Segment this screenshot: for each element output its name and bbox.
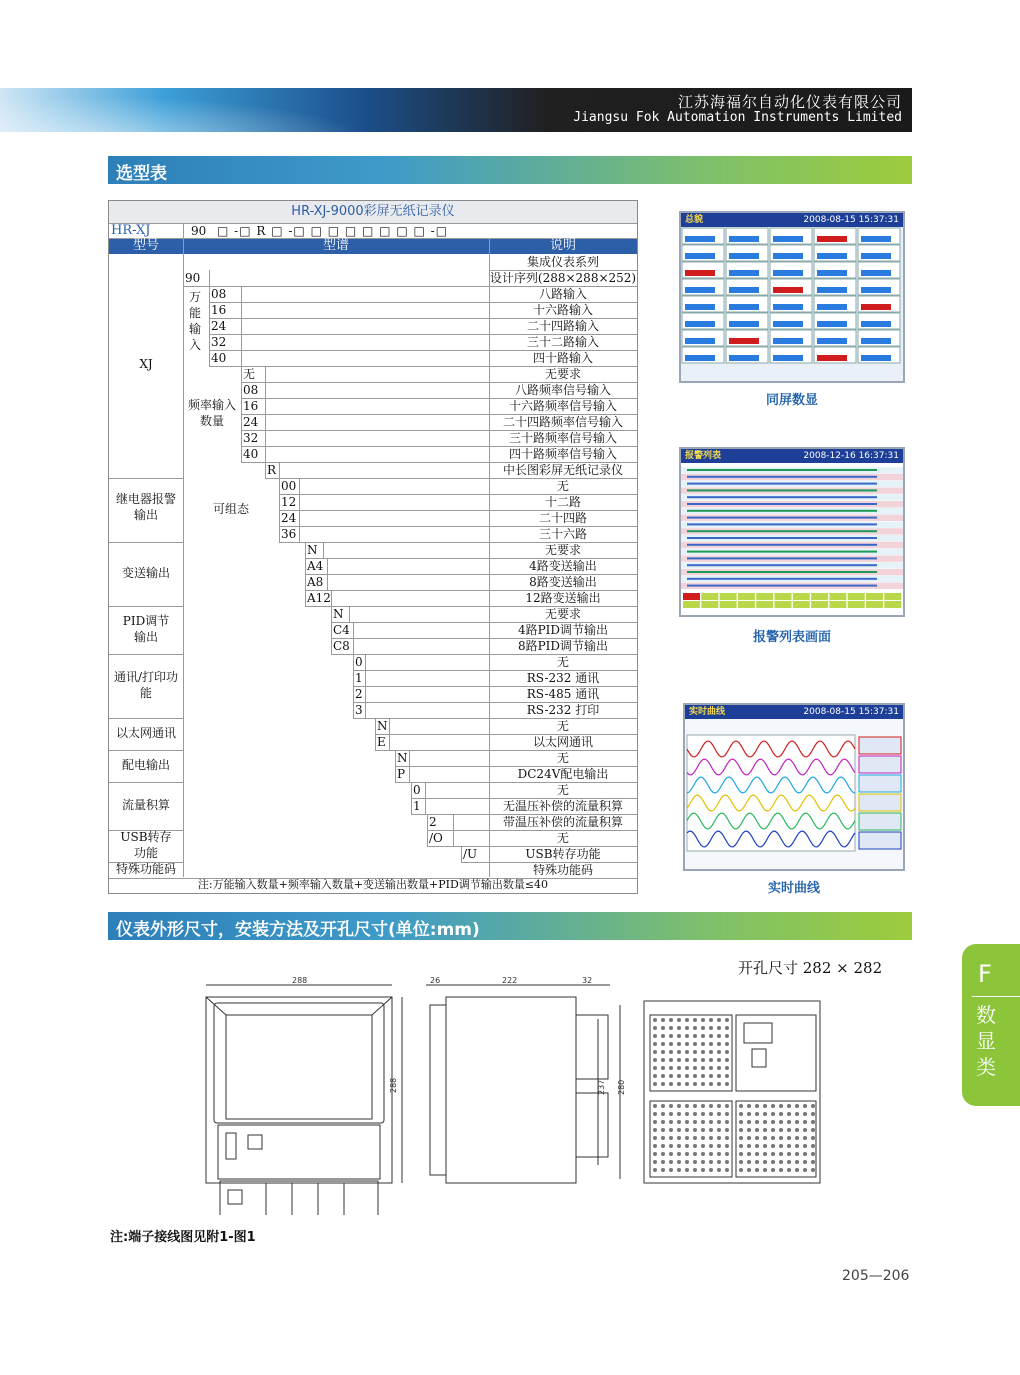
terminal-note: 注:端子接线图见附1-图1 [110,1230,256,1245]
row-desc: 无要求 [544,543,581,557]
dim-h288: 288 [389,1077,398,1093]
row-code: 0 [355,655,363,669]
row-desc: 二十四路输入 [526,319,599,333]
row-code: A4 [307,559,324,573]
row-code: /O [429,831,443,845]
row-code: N [333,607,344,621]
category-letter: F [978,960,992,988]
company-name-cn: 江苏海福尔自动化仪表有限公司 [677,93,902,111]
row-desc: 二十四路频率信号输入 [502,415,623,429]
group-ethernet: 以太网通讯 [115,726,176,740]
group-relay-sub: 可组态 [212,502,249,516]
row-desc: RS-232 打印 [526,703,600,717]
row-code: 24 [281,511,297,525]
curve-waves [685,719,903,869]
dimension-drawings [196,975,832,1215]
row-desc: 四十路频率信号输入 [508,447,617,461]
row-code: 12 [281,495,297,509]
row-desc: 设计序列(288×288×252) [489,271,637,285]
category-tab [962,944,1020,1106]
section-dimensions-title: 仪表外形尺寸，安装方法及开孔尺寸(单位:mm) [116,920,480,940]
row-desc: 无 [556,783,569,797]
row-desc: 无 [556,719,569,733]
row-code: 无 [243,367,256,381]
row-desc: 无要求 [544,607,581,621]
row-code: 00 [281,479,297,493]
table-code-pattern: □ -□ R □ -□ □ □ □ □ □ □ □ -□ [217,224,449,238]
row-code: 3 [355,703,363,717]
row-code: 24 [211,319,227,333]
header-banner [0,88,912,132]
section-selection-title: 选型表 [116,164,167,184]
group-pid: PID调节输出 [122,614,170,644]
row-desc: 四十路输入 [532,351,593,365]
row-desc: 三十路频率信号输入 [508,431,617,445]
group-relay: 继电器报警输出 [115,492,176,522]
row-desc: RS-485 通讯 [526,687,600,701]
row-code: C4 [333,623,350,637]
table-code-90: 90 [191,224,207,238]
row-code: 40 [211,351,227,365]
row-code: A8 [307,575,324,589]
row-desc: 八路频率信号输入 [514,383,611,397]
dim-h237: 237 [597,1079,606,1095]
row-code: A12 [307,591,331,605]
row-code: P [397,767,406,781]
row-desc: 特殊功能码 [532,863,593,877]
row-code: 90 [185,271,201,285]
row-desc: 十六路输入 [532,303,593,317]
header-wave-graphic [0,88,420,132]
row-desc: USB转存功能 [525,847,601,861]
row-desc: 八路输入 [538,287,587,301]
row-desc: 12路变送输出 [525,591,601,605]
group-special: 特殊功能码 [115,862,176,876]
screen-overview [679,211,905,383]
screen-overview-grid [681,227,903,381]
screen-realtime-curve [683,703,905,871]
group-analog: 万能输入 [188,290,201,352]
row-desc: 三十二路输入 [526,335,599,349]
table-note: 注:万能输入数量+频率输入数量+变送输出数量+PID调节输出数量≤40 [197,878,549,891]
screen-overview-bar: 总貌 2008-08-15 15:37:31 [681,213,903,227]
section-dimensions-bar [108,912,912,940]
col-desc: 说明 [549,238,576,253]
group-comm: 通讯/打印功能 [113,670,179,700]
row-code: 16 [211,303,227,317]
caption-curve: 实时曲线 [767,881,820,896]
dim-d26: 26 [430,976,441,985]
row-code: E [377,735,386,749]
cutout-size: 开孔尺寸 282 × 282 [738,959,883,977]
row-desc: 无 [556,479,569,493]
group-flow: 流量积算 [121,798,170,812]
row-desc: 8路变送输出 [529,575,597,589]
row-desc: 4路PID调节输出 [517,623,609,637]
row-code: R [267,463,277,477]
row-code: 24 [243,415,259,429]
model-xj: XJ [139,357,153,371]
section-selection-bar [108,156,912,184]
row-desc: 中长图彩屏无纸记录仪 [502,463,623,477]
row-code: 40 [243,447,259,461]
dim-d222: 222 [502,976,518,985]
row-desc: 无 [556,751,569,765]
row-code: 2 [429,815,437,829]
row-code: 1 [355,671,363,685]
row-code: 16 [243,399,259,413]
row-desc: 十六路频率信号输入 [508,399,617,413]
caption-overview: 同屏数显 [765,393,818,408]
row-desc: 以太网通讯 [532,735,593,749]
row-desc: 三十六路 [538,527,587,541]
selection-table [108,200,638,894]
group-usb: USB转存功能 [120,830,172,860]
row-desc: 8路PID调节输出 [517,639,609,653]
row-code: N [307,543,318,557]
table-code-prefix: HR-XJ [111,223,151,238]
col-model: 型号 [132,238,159,253]
row-code: 36 [281,527,297,541]
row-code: /U [463,847,478,861]
dim-d32: 32 [582,976,593,985]
screen-alarm-bar: 报警列表 2008-12-16 16:37:31 [681,449,903,463]
row-code: N [397,751,408,765]
row-code: 08 [243,383,259,397]
row-desc: 无要求 [544,367,581,381]
row-desc: 二十四路 [538,511,587,525]
col-spectrum: 型谱 [322,238,349,253]
row-code: N [377,719,388,733]
page-number: 205—206 [842,1268,910,1284]
screen-alarm-list [679,447,905,617]
dim-h280: 280 [617,1079,626,1095]
row-code: 32 [211,335,227,349]
row-desc: 集成仪表系列 [526,255,599,269]
screen-alarm-rows [681,463,903,615]
row-desc: 无温压补偿的流量积算 [502,799,623,813]
row-desc: 十二路 [544,495,581,509]
dim-w288: 288 [292,976,308,985]
screen-curve-bar: 实时曲线 2008-08-15 15:37:31 [685,705,903,719]
row-desc: DC24V配电输出 [517,767,609,781]
group-transmit: 变送输出 [121,566,170,580]
row-desc: 无 [556,831,569,845]
row-code: 08 [211,287,227,301]
row-desc: 带温压补偿的流量积算 [502,815,623,829]
row-code: C8 [333,639,350,653]
row-desc: RS-232 通讯 [526,671,600,685]
table-title: HR-XJ-9000彩屏无纸记录仪 [291,204,455,219]
group-power: 配电输出 [121,758,170,772]
row-code: 0 [413,783,421,797]
row-code: 1 [413,799,421,813]
group-freq: 频率输入数量 [187,398,236,428]
category-name: 数显类 [976,1003,996,1079]
row-desc: 无 [556,655,569,669]
row-code: 32 [243,431,259,445]
row-desc: 4路变送输出 [529,559,597,573]
company-name-en: Jiangsu Fok Automation Instruments Limited [573,110,902,125]
row-code: 2 [355,687,363,701]
caption-alarm: 报警列表画面 [752,630,831,645]
